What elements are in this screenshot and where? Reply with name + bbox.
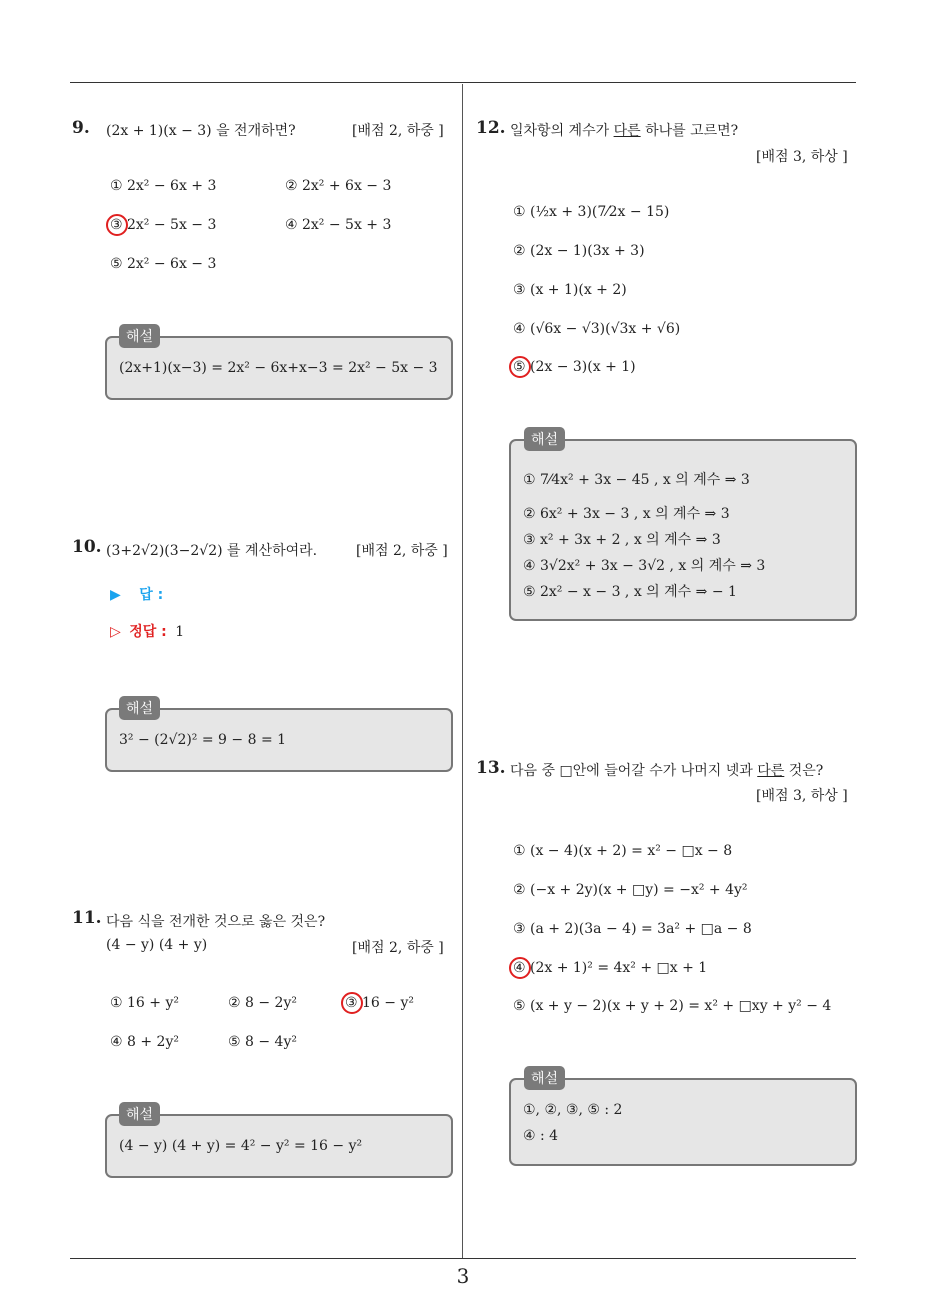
- q11-option-5[interactable]: ⑤ 8 − 4y²: [228, 1034, 297, 1050]
- q12-explanation-5: ⑤ 2x² − x − 3 , x 의 계수 ⇒ − 1: [523, 584, 737, 600]
- q11-meta: [배점 2, 하중 ]: [352, 940, 444, 956]
- q12-number: 12.: [476, 118, 506, 138]
- q9-option-3[interactable]: ③ 2x² − 5x − 3: [110, 217, 217, 233]
- q13-option-4[interactable]: ④ (2x + 1)² = 4x² + □x + 1: [513, 960, 708, 976]
- q13-option-5[interactable]: ⑤ (x + y − 2)(x + y + 2) = x² + □xy + y² − 4: [513, 998, 832, 1014]
- q10-correct-label: 정답 :: [129, 624, 167, 640]
- q12-explanation-1: ① 7⁄4x² + 3x − 45 , x 의 계수 ⇒ 3: [523, 472, 750, 488]
- q12-option-3[interactable]: ③ (x + 1)(x + 2): [513, 282, 627, 298]
- q12-selected-mark: [509, 356, 531, 378]
- q9-explanation: (2x+1)(x−3) = 2x² − 6x+x−3 = 2x² − 5x − 3: [119, 360, 438, 376]
- page-number: 3: [456, 1264, 470, 1288]
- q12-option-5[interactable]: ⑤ (2x − 3)(x + 1): [513, 359, 636, 375]
- q10-correct-row: [110, 621, 184, 641]
- q13-selected-mark: [509, 957, 531, 979]
- q10-answer-label: 답 :: [139, 587, 164, 603]
- q12-explanation-4: ④ 3√2x² + 3x − 3√2 , x 의 계수 ⇒ 3: [523, 558, 766, 574]
- play-outline-icon: ▷: [110, 624, 121, 640]
- q11-option-4[interactable]: ④ 8 + 2y²: [110, 1034, 179, 1050]
- q10-meta: [배점 2, 하중 ]: [356, 543, 448, 559]
- q11-expression: (4 − y) (4 + y): [106, 937, 208, 953]
- q12-option-4[interactable]: ④ (√6x − √3)(√3x + √6): [513, 321, 681, 337]
- q9-number: 9.: [72, 118, 90, 138]
- q11-option-3[interactable]: ③ 16 − y²: [345, 995, 414, 1011]
- q10-text: (3+2√2)(3−2√2) 를 계산하여라.: [106, 543, 318, 559]
- bottom-rule: [70, 1258, 856, 1259]
- q12-option-1[interactable]: ① (½x + 3)(7⁄2x − 15): [513, 204, 670, 220]
- q9-option-2[interactable]: ② 2x² + 6x − 3: [285, 178, 392, 194]
- q13-explanation-1: ①, ②, ③, ⑤ : 2: [523, 1102, 623, 1118]
- q10-correct-value: 1: [175, 624, 185, 640]
- q10-number: 10.: [72, 537, 102, 557]
- q12-explanation-3: ③ x² + 3x + 2 , x 의 계수 ⇒ 3: [523, 532, 721, 548]
- q13-option-3[interactable]: ③ (a + 2)(3a − 4) = 3a² + □a − 8: [513, 921, 752, 937]
- top-rule: [70, 82, 856, 83]
- q10-answer-row: [110, 584, 163, 604]
- q10-explanation-tag: 해설: [119, 696, 160, 720]
- q13-explanation-2: ④ : 4: [523, 1128, 559, 1144]
- q12-explanation-tag: 해설: [524, 427, 565, 451]
- q13-number: 13.: [476, 758, 506, 778]
- q13-explanation-box: [509, 1078, 857, 1166]
- q9-option-4[interactable]: ④ 2x² − 5x + 3: [285, 217, 392, 233]
- q11-option-1[interactable]: ① 16 + y²: [110, 995, 179, 1011]
- q11-text: 다음 식을 전개한 것으로 옳은 것은?: [106, 914, 326, 930]
- q12-explanation-box: [509, 439, 857, 621]
- play-icon: ▶: [110, 587, 121, 603]
- q11-explanation: (4 − y) (4 + y) = 4² − y² = 16 − y²: [119, 1138, 363, 1154]
- q12-explanation-2: ② 6x² + 3x − 3 , x 의 계수 ⇒ 3: [523, 506, 730, 522]
- q12-meta: [배점 3, 하상 ]: [756, 149, 848, 165]
- q13-explanation-tag: 해설: [524, 1066, 565, 1090]
- q11-option-2[interactable]: ② 8 − 2y²: [228, 995, 297, 1011]
- q13-meta: [배점 3, 하상 ]: [756, 788, 848, 804]
- q9-option-1[interactable]: ① 2x² − 6x + 3: [110, 178, 217, 194]
- q13-text: 다음 중 □안에 들어갈 수가 나머지 넷과 다른 것은?: [510, 763, 824, 779]
- q12-text: 일차항의 계수가 다른 하나를 고르면?: [510, 123, 739, 139]
- q9-option-5[interactable]: ⑤ 2x² − 6x − 3: [110, 256, 217, 272]
- q11-selected-mark: [341, 992, 363, 1014]
- q10-explanation: 3² − (2√2)² = 9 − 8 = 1: [119, 732, 287, 748]
- q9-selected-mark: [106, 214, 128, 236]
- q11-number: 11.: [72, 908, 102, 928]
- q13-option-1[interactable]: ① (x − 4)(x + 2) = x² − □x − 8: [513, 843, 733, 859]
- q9-explanation-tag: 해설: [119, 324, 160, 348]
- q13-option-2[interactable]: ② (−x + 2y)(x + □y) = −x² + 4y²: [513, 882, 748, 898]
- column-divider: [462, 84, 463, 1258]
- q12-option-2[interactable]: ② (2x − 1)(3x + 3): [513, 243, 645, 259]
- q9-meta: [배점 2, 하중 ]: [352, 123, 444, 139]
- q11-explanation-tag: 해설: [119, 1102, 160, 1126]
- q9-text: (2x + 1)(x − 3) 을 전개하면?: [106, 123, 296, 139]
